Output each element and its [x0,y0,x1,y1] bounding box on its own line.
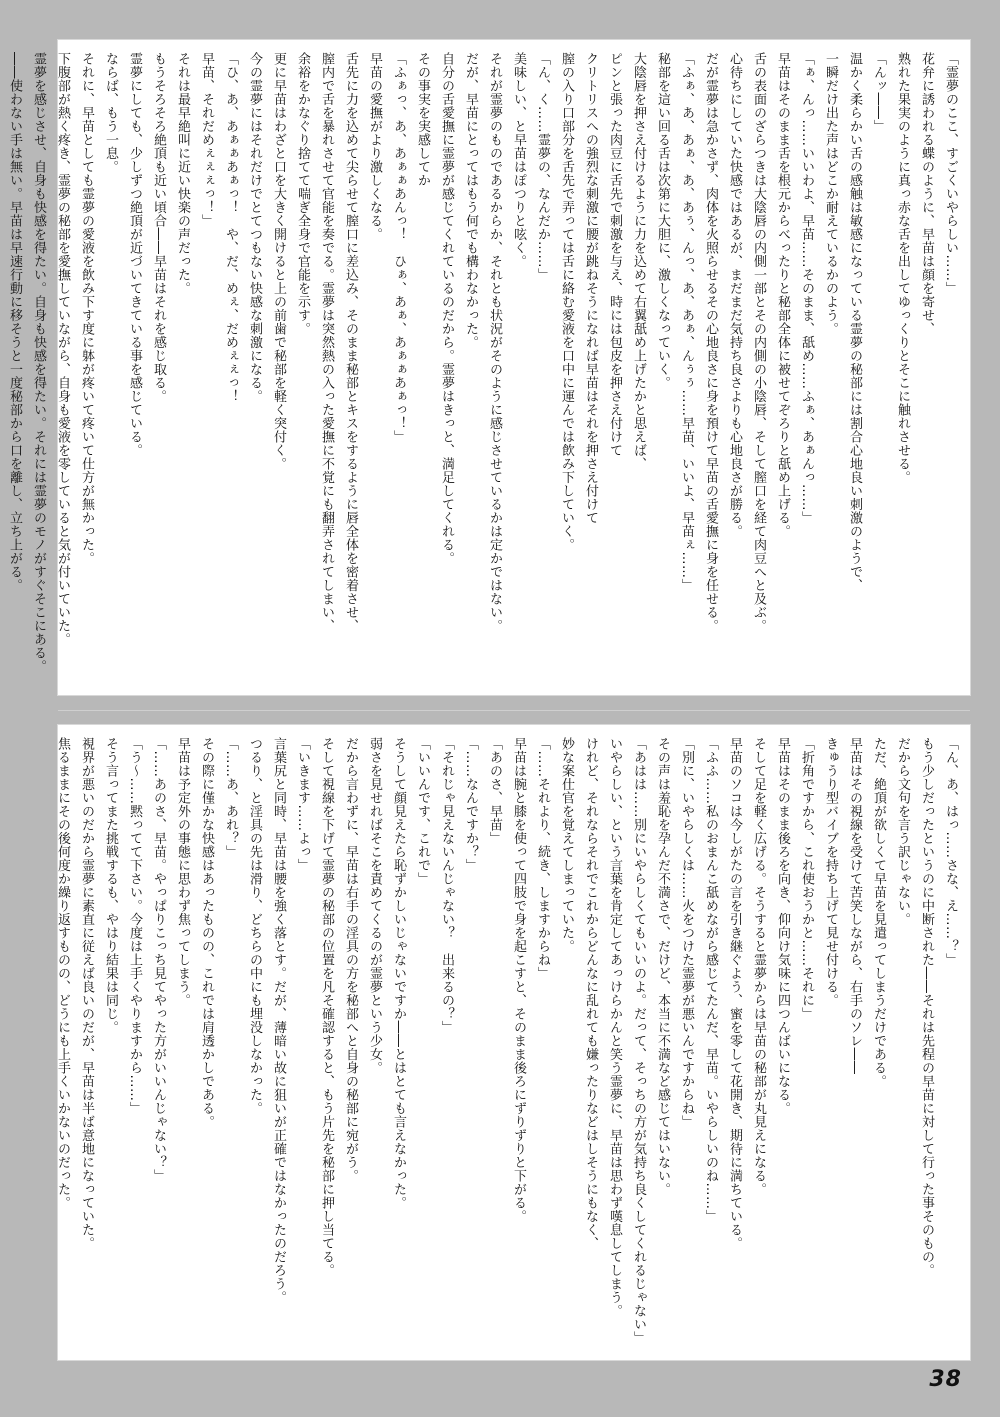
text-panel-top [7,40,970,695]
text-line: そうして顔見えたら恥ずかしいじゃないですか――とはとても言えなかった。 [391,737,406,1210]
text-line: ――使わない手は無い。早苗は早速行動に移そうと一度秘部から口を離し、立ち上がる。 [7,52,22,592]
text-line: 「ぁ、んっ……いいわよ、早苗……そのまま、舐め……ふぁ、あぁんっ……」 [799,52,814,525]
text-line: だから言わずに、早苗は右手の淫具の方を秘部へと自身の秘部に宛がう。 [343,737,358,1183]
text-line: 視界が悪いのだから霊夢に素直に従えば良いのだが、早苗は半ば意地になっていた。 [79,737,94,1250]
page-number: 38 [929,1367,962,1392]
text-line: 「あのさ、早苗」 [487,737,502,845]
text-line: ただ、絶頂が欲しくて早苗を見遣ってしまうだけである。 [871,737,886,1088]
bottom-text-columns [55,737,960,1348]
text-line: ピンと張った肉豆に舌先で刺激を与え、時には包皮を押さえ付けて [607,52,622,457]
text-line: 「んッ――」 [871,52,886,133]
text-line: その事実を実感してか [415,52,430,187]
text-line: 更に早苗はわざと口を大きく開けると上の前歯で秘部を軽く突付く。 [271,52,286,471]
text-line: 早苗のソコは今しがたの言を引き継ぐよう、蜜を零して花開き、期待に満ちている。 [727,737,742,1250]
text-line: 舌先に力を込めて尖らせて膣口に差込み、そのまま秘部とキスをするように唇全体を密着させ、 [343,52,358,633]
text-line: ならば、もう一息。 [103,52,118,174]
panel-divider [58,710,970,711]
text-line: 言葉尻と同時、早苗は腰を強く落とす。だが、薄暗い故に狙いが正確ではなかったのだろう。 [271,737,286,1304]
text-line: 花弁に誘われる蝶のように、早苗は顔を寄せ、 [919,52,934,336]
text-line: 今の霊夢にはそれだけでとてつもない快感な刺激になる。 [247,52,262,403]
text-line: けれど、それならそれでこれからどんなに乱れても嫌ったりなどはしそうにもなく、 [583,737,598,1250]
text-line: だが霊夢は急かさず、肉体を火照らせるその心地良さに身を預けて早苗の舌愛撫に身を任せる。 [703,52,718,633]
text-line: もうそろそろ絶頂も近い頃合――早苗はそれを感じ取る。 [151,52,166,403]
text-line: 「ふふ……私のおまんこ舐めながら感じてたんだ、早苗。いやらしいのね……」 [703,737,718,1223]
text-line: だから文句を言う訳じゃない。 [895,737,910,926]
text-line: きゅうり型バイブを持ち上げて見せ付ける。 [823,737,838,1007]
text-line: 舌の表面のざらつきは大陰唇の内側一部とその内側の小陰唇、そして膣口を経て肉豆へと及ぶ。 [751,52,766,633]
text-line: 「……あのさ、早苗。やっぱりこっち見てやった方がいいんじゃない？」 [151,737,166,1183]
text-line: 膣内で舌を暴れさせて官能を奏でる。霊夢は突然熱の入った愛撫に不覚にも翻弄されてしまい、 [319,52,334,633]
text-line: 「……それより、続き、しますからね」 [535,737,550,980]
text-line: 霊夢にしても、少しずつ絶頂が近づいてきている事を感じている。 [127,52,142,457]
text-line: もう少しだったというのに中断された――それは先程の早苗に対して行った事そのもの。 [919,737,934,1277]
text-line: 余裕をかなぐり捨てて喘ぎ全身で官能を示す。 [295,52,310,336]
text-line: クリトリスへの強烈な刺激に腰が跳ねそうになれば早苗はそれを押さえ付けて [583,52,598,525]
top-text-columns [7,52,960,683]
text-line: 妙な案仕官を覚えてしまっていた。 [559,737,574,953]
text-line: 弱さを見せればそこを責めてくるのが霊夢という少女。 [367,737,382,1075]
text-line: 「ん、く……霊夢の、なんだか……」 [535,52,550,282]
text-line: 「いいんです、これで」 [415,737,430,886]
text-line: 心待ちにしていた快感ではあるが、まだまだ気持ち良さよりも心地良さが勝る。 [727,52,742,538]
text-panel-bottom [55,725,970,1360]
text-line: 「あはは……別にいやらしくてもいいのよ。だって、そっちの方が気持ち良くしてくれるじゃない」 [631,737,646,1345]
text-line: 霊夢を感じさせ、自身も快感を得たい。自身も快感を得たい。それには霊夢のモノがすぐそこにある。 [31,52,46,673]
text-line: その声は羞恥を孕んだ不満さで、だけど、本当に不満など感じてはいない。 [655,737,670,1196]
text-line: 「別に、いやらしくは……火をつけた霊夢が悪いんですからね」 [679,737,694,1129]
text-line: 「折角ですから、これ使おうかと……それに」 [799,737,814,1021]
text-line: 早苗の愛撫がより激しくなる。 [367,52,382,241]
text-line: 「それじゃ見えないんじゃない？ 出来るの？」 [439,737,454,1034]
text-line: 温かく柔らかい舌の感触は敏感になっている霊夢の秘部には割合心地良い刺激のようで、 [847,52,862,592]
text-line: 「……なんですか？」 [463,737,478,872]
text-line: 早苗はその視線を受けて苦笑しながら、右手のソレ―― [847,737,862,1075]
text-line: その際に僅かな快感はあったものの、これでは肩透かしである。 [199,737,214,1129]
text-line: そう言ってまた挑戦するも、やはり結果は同じ。 [103,737,118,1034]
text-line: いやらしい、という言葉を肯定してあっけらかんと笑う霊夢に、早苗は思わず嘆息してしまう。 [607,737,622,1318]
text-line: 「ふぁ、あ、あぁ、あ、あぅ、んっ、あ、あぁ、んぅぅ……早苗、いいよ、早苗ぇ……」 [679,52,694,592]
text-line: 早苗、それだめぇぇぇっ！」 [199,52,214,228]
text-line: 焦るままにその後何度か繰り返すものの、どうにも上手くいかないのだった。 [55,737,70,1210]
text-line: 早苗は腕と膝を使って四肢で身を起こすと、そのまま後ろにずりずりと下がる。 [511,737,526,1223]
text-line: 熟れた果実のように真っ赤な舌を出してゆっくりとそこに触れさせる。 [895,52,910,484]
text-line: 自分の舌愛撫に霊夢が感じてくれているのだから。霊夢はきっと、満足してくれる。 [439,52,454,565]
text-line: 美味しい、と早苗はぽつりと呟く。 [511,52,526,268]
text-line: それは最早絶叫に近い快楽の声だった。 [175,52,190,295]
text-line: 一瞬だけ出た声はどこか耐えているかのよう。 [823,52,838,336]
text-line: そして視線を下げて霊夢の秘部の位置を凡そ確認すると、もう片先を秘部に押し当てる。 [319,737,334,1277]
text-line: だが、早苗にとってはもう何でも構わなかった。 [463,52,478,349]
text-line: 下腹部が熱く疼き、霊夢の秘部を愛撫していながら、自身も愛液を零していると気が付いていた。 [55,52,70,646]
text-line: 「ひ、あ、あぁぁあぁっ！ や、だ、めぇ、だめぇぇっ！ [223,52,238,403]
text-line: つるり、と淫具の先は滑り、どちらの中にも埋没しなかった。 [247,737,262,1115]
text-line: 「いきます……よっ」 [295,737,310,872]
text-line: 秘部を這い回る舌は次第に大胆に、激しくなっていく。 [655,52,670,390]
text-line: それが霊夢のものであるからか、それとも状況がそのように感じさせているかは定かではない。 [487,52,502,633]
text-line: それに、早苗としても霊夢の愛液を飲み下す度に躰が疼いて疼いて仕方が無かった。 [79,52,94,565]
text-line: 「……あ、あれ？」 [223,737,238,859]
text-line: 膣の入り口部分を舌先で弄っては舌に絡む愛液を口中に運んでは飲み下していく。 [559,52,574,552]
text-line: 「ふぁっ、あ、あぁぁあんっ！ ひぁ、あぁ、あぁぁあぁっ！」 [391,52,406,444]
text-line: 早苗はそのまま舌を根元からべったりと秘部全体に被せてぞろりと舐め上げる。 [775,52,790,538]
text-line: 早苗は予定外の事態に思わず焦ってしまう。 [175,737,190,1007]
text-line: そして足を軽く広げる。そうすると霊夢からは早苗の秘部が丸見えになる。 [751,737,766,1196]
text-line: 「ん、あ、はっ……さな、え……？」 [943,737,958,967]
text-line: 「う～……黙ってて下さい。今度は上手くやりますから……」 [127,737,142,1115]
text-line: 早苗はそのまま後ろを向き、仰向け気味に四つんばいになる。 [775,737,790,1115]
text-line: 「霊夢のここ、すごくいやらしい……」 [943,52,958,295]
text-line: 大陰唇を押さえ付けるように力を込めて右翼舐め上げたかと思えば、 [631,52,646,471]
